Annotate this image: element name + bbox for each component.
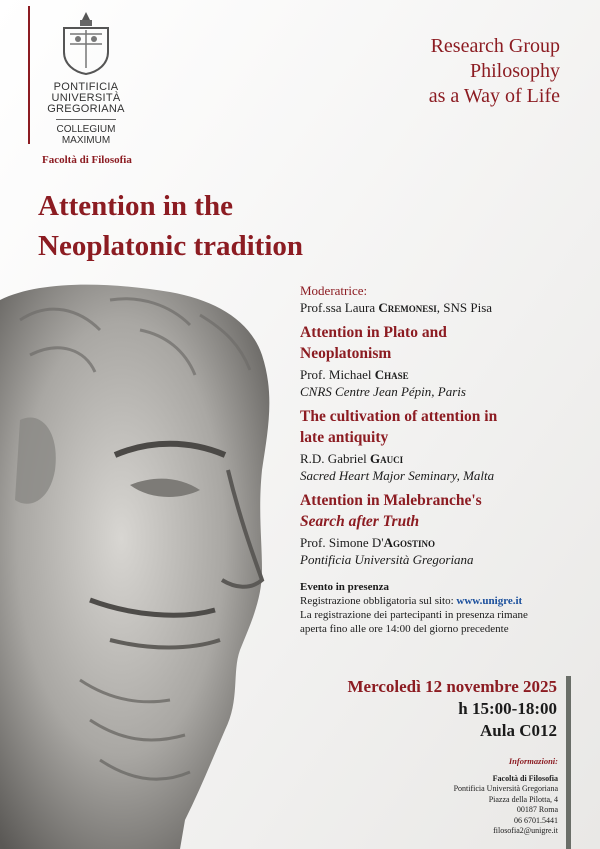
talk-2-speaker-prefix: R.D. Gabriel (300, 451, 371, 466)
research-group-line1: Research Group (430, 35, 560, 57)
event-heading: Evento in presenza (300, 581, 390, 593)
talk-1-title-line2: Neoplatonism (300, 345, 392, 362)
crest-icon (56, 10, 116, 76)
moderator-label: Moderatrice: (300, 283, 368, 298)
event-info (300, 580, 585, 636)
talk-2-speaker-surname: Gauci (370, 451, 404, 466)
title-line2: Neoplatonic tradition (38, 230, 304, 262)
info-university: Pontificia Università Gregoriana (453, 784, 558, 793)
info-address: Piazza della Pilotta, 4 (488, 794, 558, 804)
title-line1: Attention in the (38, 190, 233, 222)
event-room: Aula C012 (480, 721, 557, 740)
talk-2-title (300, 406, 585, 448)
event-date-block (348, 676, 557, 742)
collegium-line2: MAXIMUM (61, 135, 111, 146)
research-group-line2: Philosophy (469, 60, 560, 82)
moderator-affiliation: , SNS Pisa (436, 300, 493, 315)
info-phone: 06 6701.5441 (514, 815, 558, 825)
event-date: Mercoledì 12 novembre 2025 (347, 677, 557, 696)
university-logo (30, 4, 142, 146)
moderator-surname: Cremonesi (378, 300, 437, 315)
collegium-line1: COLLEGIUM (56, 124, 116, 135)
info-heading: Informazioni: (508, 756, 558, 766)
registration-note-line2: aperta fino alle ore 14:00 del giorno precedente (300, 623, 509, 635)
talk-1-affiliation: CNRS Centre Jean Pépin, Paris (300, 384, 466, 399)
university-name-line1: PONTIFICIA (53, 81, 119, 93)
talk-1-title (300, 322, 585, 364)
talk-3-affiliation: Pontificia Università Gregoriana (300, 552, 474, 567)
research-group-line3: as a Way of Life (428, 85, 560, 107)
talk-3-title-line2: Search after Truth (300, 513, 420, 530)
accent-bar (566, 676, 571, 849)
talk-1-title-line1: Attention in Plato and (300, 324, 447, 341)
moderator-name (300, 299, 585, 316)
talk-3-title (300, 490, 585, 532)
university-name-line2: UNIVERSITÀ (51, 92, 121, 104)
contact-info (454, 756, 558, 837)
info-faculty: Facoltà di Filosofia (492, 773, 558, 783)
programme (300, 283, 585, 636)
talk-2-affiliation: Sacred Heart Major Seminary, Malta (300, 468, 495, 483)
page-title (38, 186, 303, 266)
talk-3-speaker-prefix: Prof. Simone D' (300, 535, 384, 550)
logo-divider (56, 119, 116, 120)
talk-2-speaker (300, 450, 585, 467)
university-name-line3: GREGORIANA (47, 103, 125, 115)
registration-text: Registrazione obbligatoria sul sito: (300, 595, 457, 607)
talk-2-title-line2: late antiquity (300, 429, 389, 446)
talk-1-speaker-prefix: Prof. Michael (300, 367, 375, 382)
registration-note-line1: La registrazione dei partecipanti in presenza rimane (300, 609, 528, 621)
event-time: h 15:00-18:00 (458, 699, 557, 718)
research-group (429, 34, 560, 109)
talk-3-speaker-surname: Agostino (383, 535, 435, 550)
talk-1-speaker (300, 366, 585, 383)
talk-3-speaker (300, 534, 585, 551)
info-email[interactable]: filosofia2@unigre.it (493, 826, 558, 835)
talk-1-speaker-surname: Chase (374, 367, 409, 382)
talk-3-title-line1: Attention in Malebranche's (300, 492, 482, 509)
info-city: 00187 Roma (516, 805, 558, 814)
faculty-label: Facoltà di Filosofia (42, 154, 132, 166)
moderator-prefix: Prof.ssa Laura (300, 300, 379, 315)
registration-link[interactable]: www.unigre.it (456, 595, 523, 607)
talk-2-title-line1: The cultivation of attention in (300, 408, 498, 425)
